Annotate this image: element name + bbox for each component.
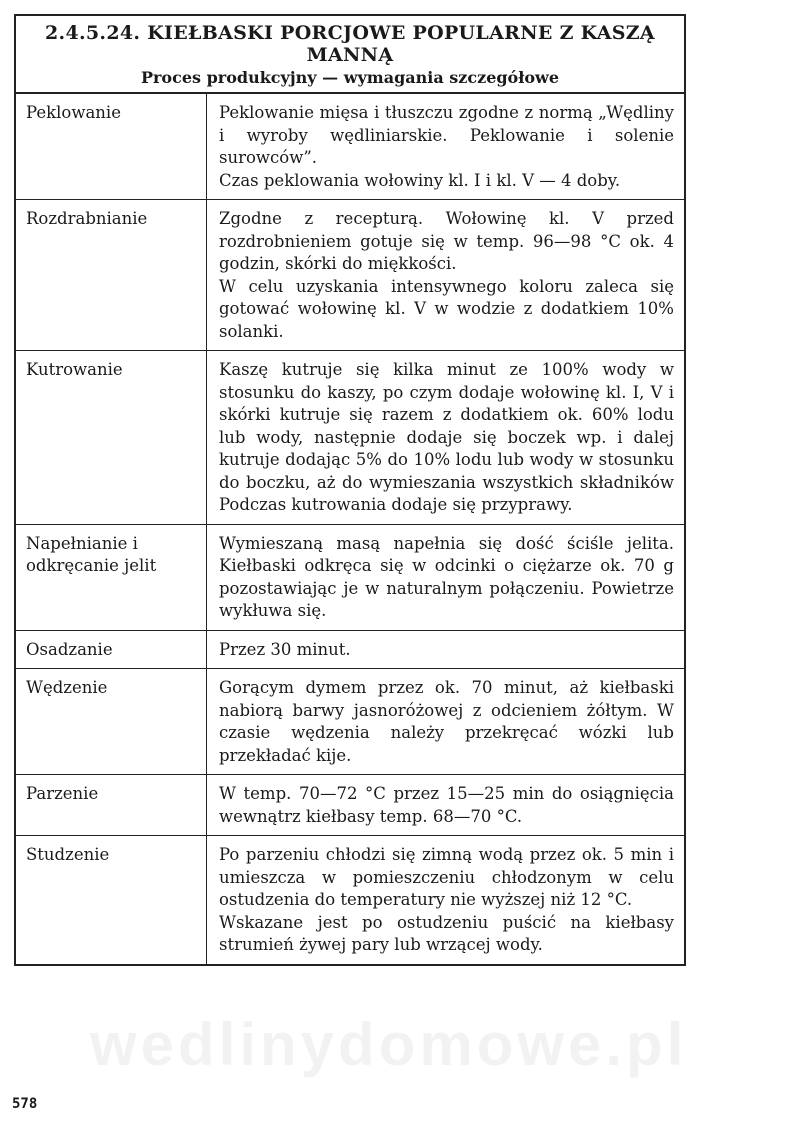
step-description xyxy=(207,94,685,200)
page-number: 578 xyxy=(12,1096,38,1112)
step-name: Osadzanie xyxy=(16,630,207,669)
step-description xyxy=(207,775,685,836)
description-paragraph: Gorącym dymem przez ok. 70 minut, aż kiełbaski nabiorą barwy jasnoróżowej z odcieniem żółtym. W czasie wędzenia należy przekręcać wózki lub przekładać kije. xyxy=(219,678,674,765)
step-description xyxy=(207,630,685,669)
title-line-2: MANNĄ xyxy=(306,44,394,66)
process-table xyxy=(14,14,686,966)
title-line-1: 2.4.5.24. KIEŁBASKI PORCJOWE POPULARNE Z KASZĄ xyxy=(45,22,655,44)
description-paragraph: Zgodne z recepturą. Wołowinę kl. V przed rozdrobnieniem gotuje się w temp. 96—98 °C ok. 4 godzin, skórki do miękkości. xyxy=(219,209,674,273)
table-row xyxy=(16,200,684,351)
watermark: wedlinydomowe.pl xyxy=(90,1011,688,1078)
step-description xyxy=(207,669,685,775)
description-paragraph: Kaszę kutruje się kilka minut ze 100% wody w stosunku do kaszy, po czym dodaje wołowinę kl. I, V i skórki kutruje się razem z dodatkiem ok. 60% lodu lub wody, następnie dodaje się boczek wp. i dalej kutruje dodając 5% do 10% lodu lub wody w stosunku do boczku, aż do wymieszania wszystkich składników Podczas kutrowania dodaje się przyprawy. xyxy=(219,360,674,514)
table-row xyxy=(16,836,684,964)
description-paragraph: Wymieszaną masą napełnia się dość ściśle jelita. Kiełbaski odkręca się w odcinki o ciężarze ok. 70 g pozostawiając je w naturalnym połączeniu. Powietrze wykłuwa się. xyxy=(219,533,674,620)
step-name: Studzenie xyxy=(16,836,207,964)
step-name: Rozdrabnianie xyxy=(16,200,207,351)
table-row xyxy=(16,524,684,630)
step-name: Wędzenie xyxy=(16,669,207,775)
table-row xyxy=(16,630,684,669)
table-row xyxy=(16,775,684,836)
description-paragraph: Wskazane jest po ostudzeniu puścić na kiełbasy strumień żywej pary lub wrzącej wody. xyxy=(219,912,674,954)
table-row xyxy=(16,351,684,525)
description-paragraph: Przez 30 minut. xyxy=(219,639,351,659)
step-name: Parzenie xyxy=(16,775,207,836)
step-description xyxy=(207,836,685,964)
step-description xyxy=(207,200,685,351)
step-description xyxy=(207,351,685,525)
description-paragraph: W temp. 70—72 °C przez 15—25 min do osiągnięcia wewnątrz kiełbasy temp. 68—70 °C. xyxy=(219,784,674,826)
page-subtitle: Proces produkcyjny — wymagania szczegółowe xyxy=(140,68,560,87)
table-header xyxy=(16,16,684,94)
description-paragraph: Czas peklowania wołowiny kl. I i kl. V — 4 doby. xyxy=(219,170,621,190)
description-paragraph: Po parzeniu chłodzi się zimną wodą przez ok. 5 min i umieszcza w pomieszczeniu chłodzonym w celu ostudzenia do temperatury nie wyższej niż 12 °C. xyxy=(219,845,674,909)
step-description xyxy=(207,524,685,630)
process-steps-table xyxy=(16,94,684,964)
description-paragraph: Peklowanie mięsa i tłuszczu zgodne z normą „Wędliny i wyroby wędliniarskie. Peklowanie i solenie surowców”. xyxy=(219,103,674,167)
description-paragraph: W celu uzyskania intensywnego koloru zaleca się gotować wołowinę kl. V w wodzie z dodatkiem 10% solanki. xyxy=(219,276,674,341)
step-name: Kutrowanie xyxy=(16,351,207,525)
table-row xyxy=(16,669,684,775)
step-name: Peklowanie xyxy=(16,94,207,200)
page-title xyxy=(24,22,676,66)
process-steps-body xyxy=(16,94,684,964)
step-name: Napełnianie i odkręcanie jelit xyxy=(16,524,207,630)
table-row xyxy=(16,94,684,200)
